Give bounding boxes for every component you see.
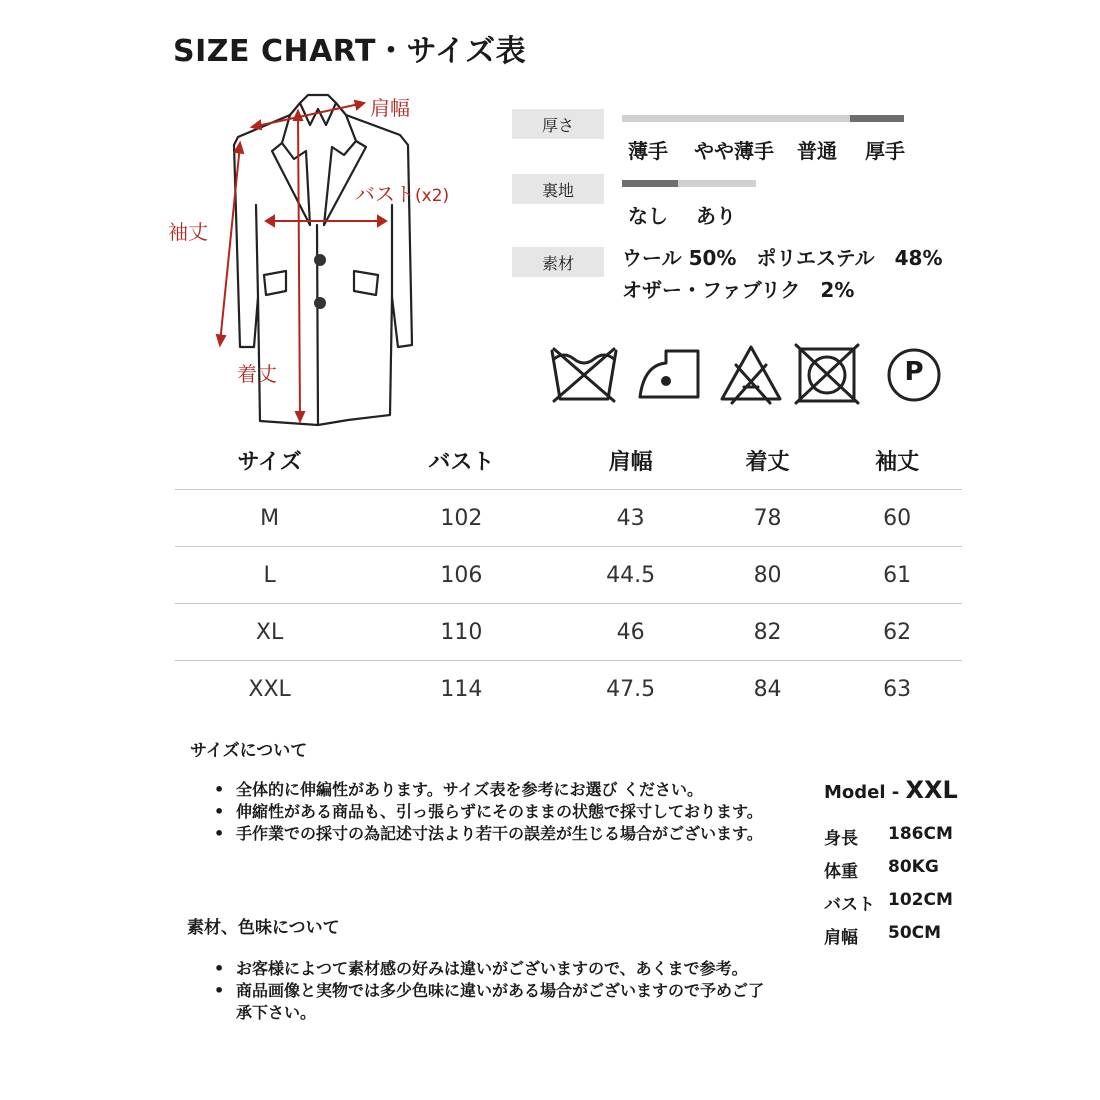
size-notes-list bbox=[212, 779, 772, 845]
length-label: 着丈 bbox=[237, 362, 277, 386]
model-value: 102CM bbox=[888, 890, 953, 910]
bust-note: (x2) bbox=[415, 186, 450, 206]
lining-bar-level bbox=[622, 180, 678, 187]
model-stats bbox=[824, 824, 953, 956]
lining-bar-track bbox=[678, 180, 756, 187]
cell-size: XL bbox=[175, 604, 364, 661]
cell-shoulder: 44.5 bbox=[559, 547, 703, 604]
no-tumble-dry-icon bbox=[792, 343, 862, 409]
cell-size: XXL bbox=[175, 661, 364, 718]
cell-bust: 114 bbox=[364, 661, 558, 718]
col-header-sleeve: 袖丈 bbox=[875, 450, 920, 475]
cell-shoulder: 46 bbox=[559, 604, 703, 661]
bust-label bbox=[355, 178, 449, 207]
bust-label-text: バスト bbox=[355, 182, 415, 206]
table-row bbox=[175, 604, 962, 661]
thickness-bar-level bbox=[850, 115, 904, 122]
model-value: 50CM bbox=[888, 923, 942, 943]
dry-clean-letter: P bbox=[904, 357, 924, 387]
model-key: 身長 bbox=[824, 829, 858, 849]
lining-opt-2: あり bbox=[696, 204, 736, 228]
cell-bust: 106 bbox=[364, 547, 558, 604]
list-item: • 商品画像と実物では多少色味に違いがある場合がございますので予めご了承下さい。 bbox=[212, 980, 772, 1024]
coat-diagram bbox=[160, 85, 480, 435]
table-row bbox=[175, 661, 962, 718]
cell-shoulder: 47.5 bbox=[559, 661, 703, 718]
list-item: • 手作業での採寸の為記述寸法より若干の誤差が生じる場合がございます。 bbox=[212, 823, 772, 845]
shoulder-label: 肩幅 bbox=[370, 96, 410, 120]
model-row-bust bbox=[824, 890, 953, 923]
material-label: 素材 bbox=[512, 247, 604, 277]
cell-sleeve: 60 bbox=[832, 490, 962, 547]
model-key: 体重 bbox=[824, 862, 858, 882]
model-value: 80KG bbox=[888, 857, 939, 877]
table-row bbox=[175, 547, 962, 604]
model-label: Model - bbox=[824, 782, 906, 803]
material-notes-title: 素材、色味について bbox=[187, 918, 340, 938]
model-row-weight bbox=[824, 857, 953, 890]
table-row bbox=[175, 490, 962, 547]
lining-label: 裏地 bbox=[512, 174, 604, 204]
cell-sleeve: 63 bbox=[832, 661, 962, 718]
model-row-height bbox=[824, 824, 953, 857]
col-header-size: サイズ bbox=[237, 450, 302, 475]
list-item: • 全体的に伸編性があります。サイズ表を参考にお選び ください。 bbox=[212, 779, 772, 801]
cell-length: 82 bbox=[703, 604, 833, 661]
cell-length: 84 bbox=[703, 661, 833, 718]
model-key: 肩幅 bbox=[824, 928, 858, 948]
col-header-length: 着丈 bbox=[745, 450, 790, 475]
model-title bbox=[824, 776, 958, 804]
cell-length: 80 bbox=[703, 547, 833, 604]
size-notes-title: サイズについて bbox=[190, 741, 308, 761]
dry-clean-p-icon bbox=[886, 343, 946, 409]
coat-illustration bbox=[160, 85, 480, 435]
list-item: • 伸縮性がある商品も、引っ張らずにそのままの状態で採寸しております。 bbox=[212, 801, 772, 823]
table-header-row bbox=[175, 432, 962, 490]
cell-size: M bbox=[175, 490, 364, 547]
model-value: 186CM bbox=[888, 824, 953, 844]
cell-size: L bbox=[175, 547, 364, 604]
cell-sleeve: 61 bbox=[832, 547, 962, 604]
model-row-shoulder bbox=[824, 923, 953, 956]
col-header-bust: バスト bbox=[428, 450, 495, 475]
model-key: バスト bbox=[824, 895, 875, 915]
thickness-bar-track bbox=[622, 115, 850, 122]
no-bleach-icon bbox=[718, 343, 784, 409]
wash-30-icon bbox=[548, 343, 620, 409]
material-line-1: ウール 50% ポリエステル 48% bbox=[622, 246, 943, 270]
cell-length: 78 bbox=[703, 490, 833, 547]
thickness-opt-2: やや薄手 bbox=[694, 139, 774, 163]
material-notes-list bbox=[212, 958, 772, 1024]
col-header-shoulder: 肩幅 bbox=[608, 450, 653, 475]
thickness-opt-4: 厚手 bbox=[865, 139, 905, 163]
iron-low-icon bbox=[636, 343, 702, 409]
size-table bbox=[175, 432, 962, 717]
list-item: • お客様によつて素材感の好みは違いがございますので、あくまで参考。 bbox=[212, 958, 772, 980]
lining-opt-1: なし bbox=[628, 204, 668, 228]
model-size: XXL bbox=[905, 776, 958, 804]
page-title: SIZE CHART・サイズ表 bbox=[173, 34, 527, 69]
thickness-label: 厚さ bbox=[512, 109, 604, 139]
cell-bust: 110 bbox=[364, 604, 558, 661]
thickness-opt-3: 普通 bbox=[797, 139, 837, 163]
material-line-2: オザー・ファブリク 2% bbox=[622, 278, 855, 302]
cell-sleeve: 62 bbox=[832, 604, 962, 661]
sleeve-label: 袖丈 bbox=[168, 220, 208, 244]
cell-shoulder: 43 bbox=[559, 490, 703, 547]
cell-bust: 102 bbox=[364, 490, 558, 547]
thickness-opt-1: 薄手 bbox=[628, 139, 668, 163]
